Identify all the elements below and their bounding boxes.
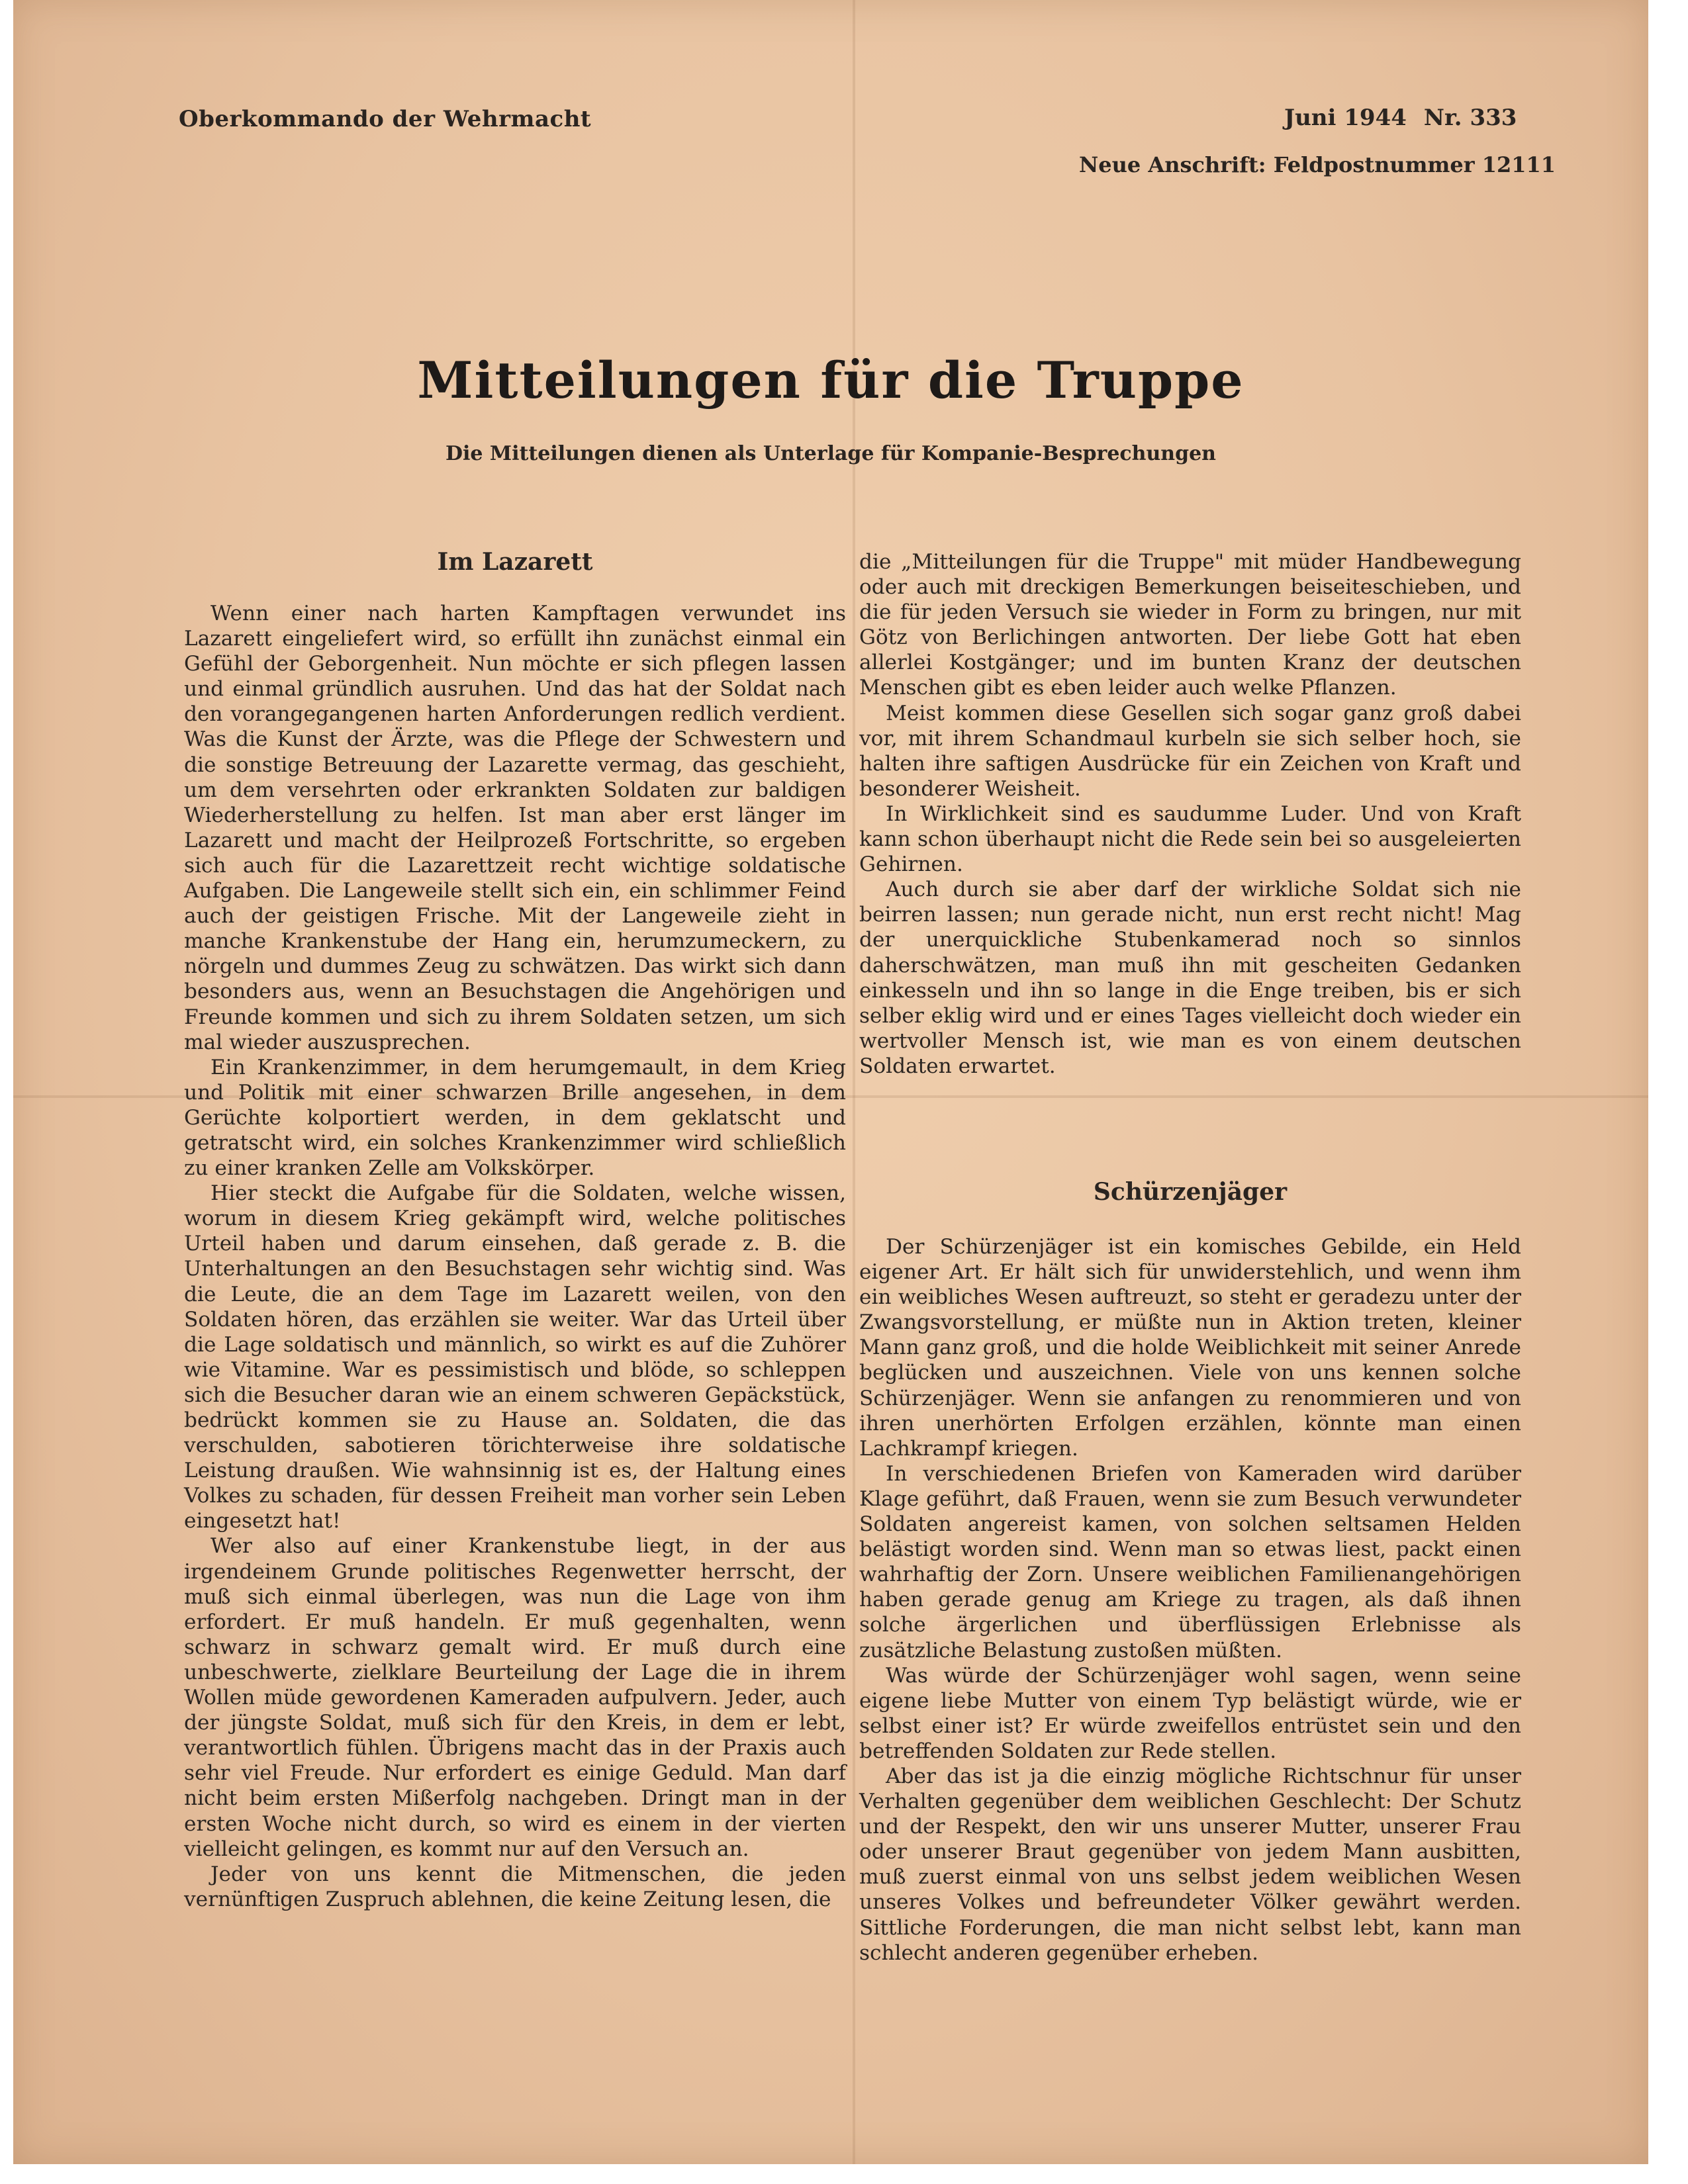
column-left <box>184 601 846 1912</box>
publisher: Oberkommando der Wehrmacht <box>179 106 592 132</box>
paper-fold-vertical <box>853 0 855 2164</box>
paragraph: Meist kommen diese Gesellen sich sogar ganz groß dabei vor, mit ihrem Schandmaul kurbeln sie sich selber hoch, sie halten ihre saftigen Ausdrücke für ein Zeichen von Kraft und besonderer Weisheit. <box>859 701 1521 801</box>
paragraph: Aber das ist ja die einzig mögliche Richtschnur für unser Verhalten gegenüber dem weiblichen Geschlecht: Der Schutz und der Respekt, den wir uns unserer Mutter, unserer Frau oder unserer Braut gegenüber von jedem Mann ausbitten, muß zuerst einmal von uns selbst jedem weiblichen Wesen unseres Volkes und befreundeter Völker gewährt werden. Sittliche Forderungen, die man nicht selbst lebt, kann man schlecht anderen gegenüber erheben. <box>859 1764 1521 1965</box>
column-right-bottom <box>859 1234 1521 1966</box>
paragraph: die „Mitteilungen für die Truppe" mit müder Handbewegung oder auch mit dreckigen Bemerkungen beiseiteschieben, und die für jeden Versuch sie wieder in Form zu bringen, nur mit Götz von Berlichingen antworten. Der liebe Gott hat eben allerlei Kostgänger; und im bunten Kranz der deutschen Menschen gibt es eben leider auch welke Pflanzen. <box>859 550 1521 700</box>
paragraph: Der Schürzenjäger ist ein komisches Gebilde, ein Held eigener Art. Er hält sich für unwiderstehlich, und wenn ihm ein weibliches Wesen auftreuzt, so steht er geradezu unter der Zwangsvorstellung, er müßte nun in Aktion treten, kleiner Mann ganz groß, und die holde Weiblichkeit mit seiner Anrede beglücken und auszeichnen. Viele von uns kennen solche Schürzenjäger. Wenn sie anfangen zu renommieren und von ihren unerhörten Erfolgen erzählen, könnte man einen Lachkrampf kriegen. <box>859 1235 1521 1461</box>
section-heading-lazarett: Im Lazarett <box>437 548 593 576</box>
paragraph: Wenn einer nach harten Kampftagen verwundet ins Lazarett eingeliefert wird, so erfüllt ihn zunächst einmal ein Gefühl der Geborgenheit. Nun möchte er sich pflegen lassen und einmal gründlich ausruhen. Und das hat der Soldat nach den vorangegangenen harten Anforderungen redlich verdient. Was die Kunst der Ärzte, was die Pflege der Schwestern und die sonstige Betreuung der Lazarette vermag, das geschieht, um dem versehrten oder erkrankten Soldaten zur baldigen Wiederherstellung zu helfen. Ist man aber erst länger im Lazarett und macht der Heilprozeß Fortschritte, so ergeben sich auch für die Lazarettzeit recht wichtige soldatische Aufgaben. Die Langeweile stellt sich ein, ein schlimmer Feind auch der geistigen Frische. Mit der Langeweile zieht in manche Krankenstube der Hang ein, herumzumeckern, zu nörgeln und dummes Zeug zu schwätzen. Das wirkt sich dann besonders aus, wenn an Besuchstagen die Angehörigen und Freunde kommen und sich zu ihrem Soldaten setzen, um sich mal wieder auszusprechen. <box>184 602 846 1054</box>
paragraph: In verschiedenen Briefen von Kameraden wird darüber Klage geführt, daß Frauen, wenn sie zum Besuch verwundeter Soldaten angereist kamen, von solchen seltsamen Helden belästigt worden sind. Wenn man so etwas liest, packt einen wahrhaftig der Zorn. Unsere weiblichen Familienangehörigen haben gerade genug am Kriege zu tragen, als daß ihnen solche ärgerlichen und überflüssigen Erlebnisse als zusätzliche Belastung zustoßen müßten. <box>859 1461 1521 1662</box>
section-heading-schuerzenjaeger: Schürzenjäger <box>1093 1178 1288 1206</box>
issue-number: Nr. 333 <box>1423 105 1517 131</box>
paragraph: Auch durch sie aber darf der wirkliche Soldat sich nie beirren lassen; nun gerade nicht, nun erst recht nicht! Mag der unerquickliche Stubenkamerad noch so sinnlos daherschwätzen, man muß ihn mit gescheiten Gedanken einkesseln und ihn so lange in die Enge treiben, bis er sich selber eklig wird und er eines Tages vielleicht doch wieder ein wertvoller Mensch ist, wie man es von einem deutschen Soldaten erwartet. <box>859 878 1521 1078</box>
paragraph: In Wirklichkeit sind es saudumme Luder. Und von Kraft kann schon überhaupt nicht die Rede sein bei so ausgeleierten Gehirnen. <box>859 801 1521 877</box>
page-title: Mitteilungen für die Truppe <box>417 351 1244 410</box>
issue-date: Juni 1944 <box>1284 105 1407 131</box>
issue-info <box>1284 105 1534 131</box>
paragraph: Ein Krankenzimmer, in dem herumgemault, in dem Krieg und Politik mit einer schwarzen Brille angesehen, in dem Gerüchte kolportiert werden, in dem geklatscht und getratscht wird, ein solches Krankenzimmer wird schließlich zu einer kranken Zelle am Volkskörper. <box>184 1055 846 1181</box>
paragraph: Hier steckt die Aufgabe für die Soldaten, welche wissen, worum in diesem Krieg gekämpft wird, welche politisches Urteil haben und darum einsehen, daß gerade z. B. die Unterhaltungen an den Besuchstagen sehr wichtig sind. Was die Leute, die an dem Tage im Lazarett weilen, von den Soldaten hören, das erzählen sie weiter. War das Urteil über die Lage soldatisch und männlich, so wirkt es auf die Zuhörer wie Vitamine. War es pessimistisch und blöde, so schleppen sich die Besucher daran wie an einem schweren Gepäckstück, bedrückt kommen sie zu Hause an. Soldaten, die das verschulden, sabotieren törichterweise ihre soldatische Leistung draußen. Wie wahnsinnig ist es, der Haltung eines Volkes zu schaden, für dessen Freiheit man vorher sein Leben eingesetzt hat! <box>184 1181 846 1533</box>
column-right-top <box>859 549 1521 1079</box>
paragraph: Wer also auf einer Krankenstube liegt, in der aus irgendeinem Grunde politisches Regenwetter herrscht, der muß sich einmal überlegen, was nun die Lage von ihm erfordert. Er muß handeln. Er muß gegenhalten, wenn schwarz in schwarz gemalt wird. Er muß durch eine unbeschwerte, zielklare Beurteilung der Lage die in ihrem Wollen müde gewordenen Kameraden aufpulvern. Jeder, auch der jüngste Soldat, muß sich für den Kreis, in dem er lebt, verantwortlich fühlen. Übrigens macht das in der Praxis auch sehr viel Freude. Nur erfordert es einige Geduld. Man darf nicht beim ersten Mißerfolg nachgeben. Dringt man in der ersten Woche nicht durch, so wird es einem in der vierten vielleicht gelingen, es kommt nur auf den Versuch an. <box>184 1534 846 1861</box>
document-page <box>13 0 1648 2164</box>
paragraph: Was würde der Schürzenjäger wohl sagen, wenn seine eigene liebe Mutter von einem Typ belästigt würde, wie er selbst einer ist? Er würde zweifellos entrüstet sein und den betreffenden Soldaten zur Rede stellen. <box>859 1663 1521 1763</box>
page-subtitle: Die Mitteilungen dienen als Unterlage für Kompanie-Besprechungen <box>445 442 1216 465</box>
paragraph: Jeder von uns kennt die Mitmenschen, die jeden vernünftigen Zuspruch ablehnen, die keine Zeitung lesen, die <box>184 1862 846 1911</box>
postal-address: Neue Anschrift: Feldpostnummer 12111 <box>1079 152 1556 177</box>
